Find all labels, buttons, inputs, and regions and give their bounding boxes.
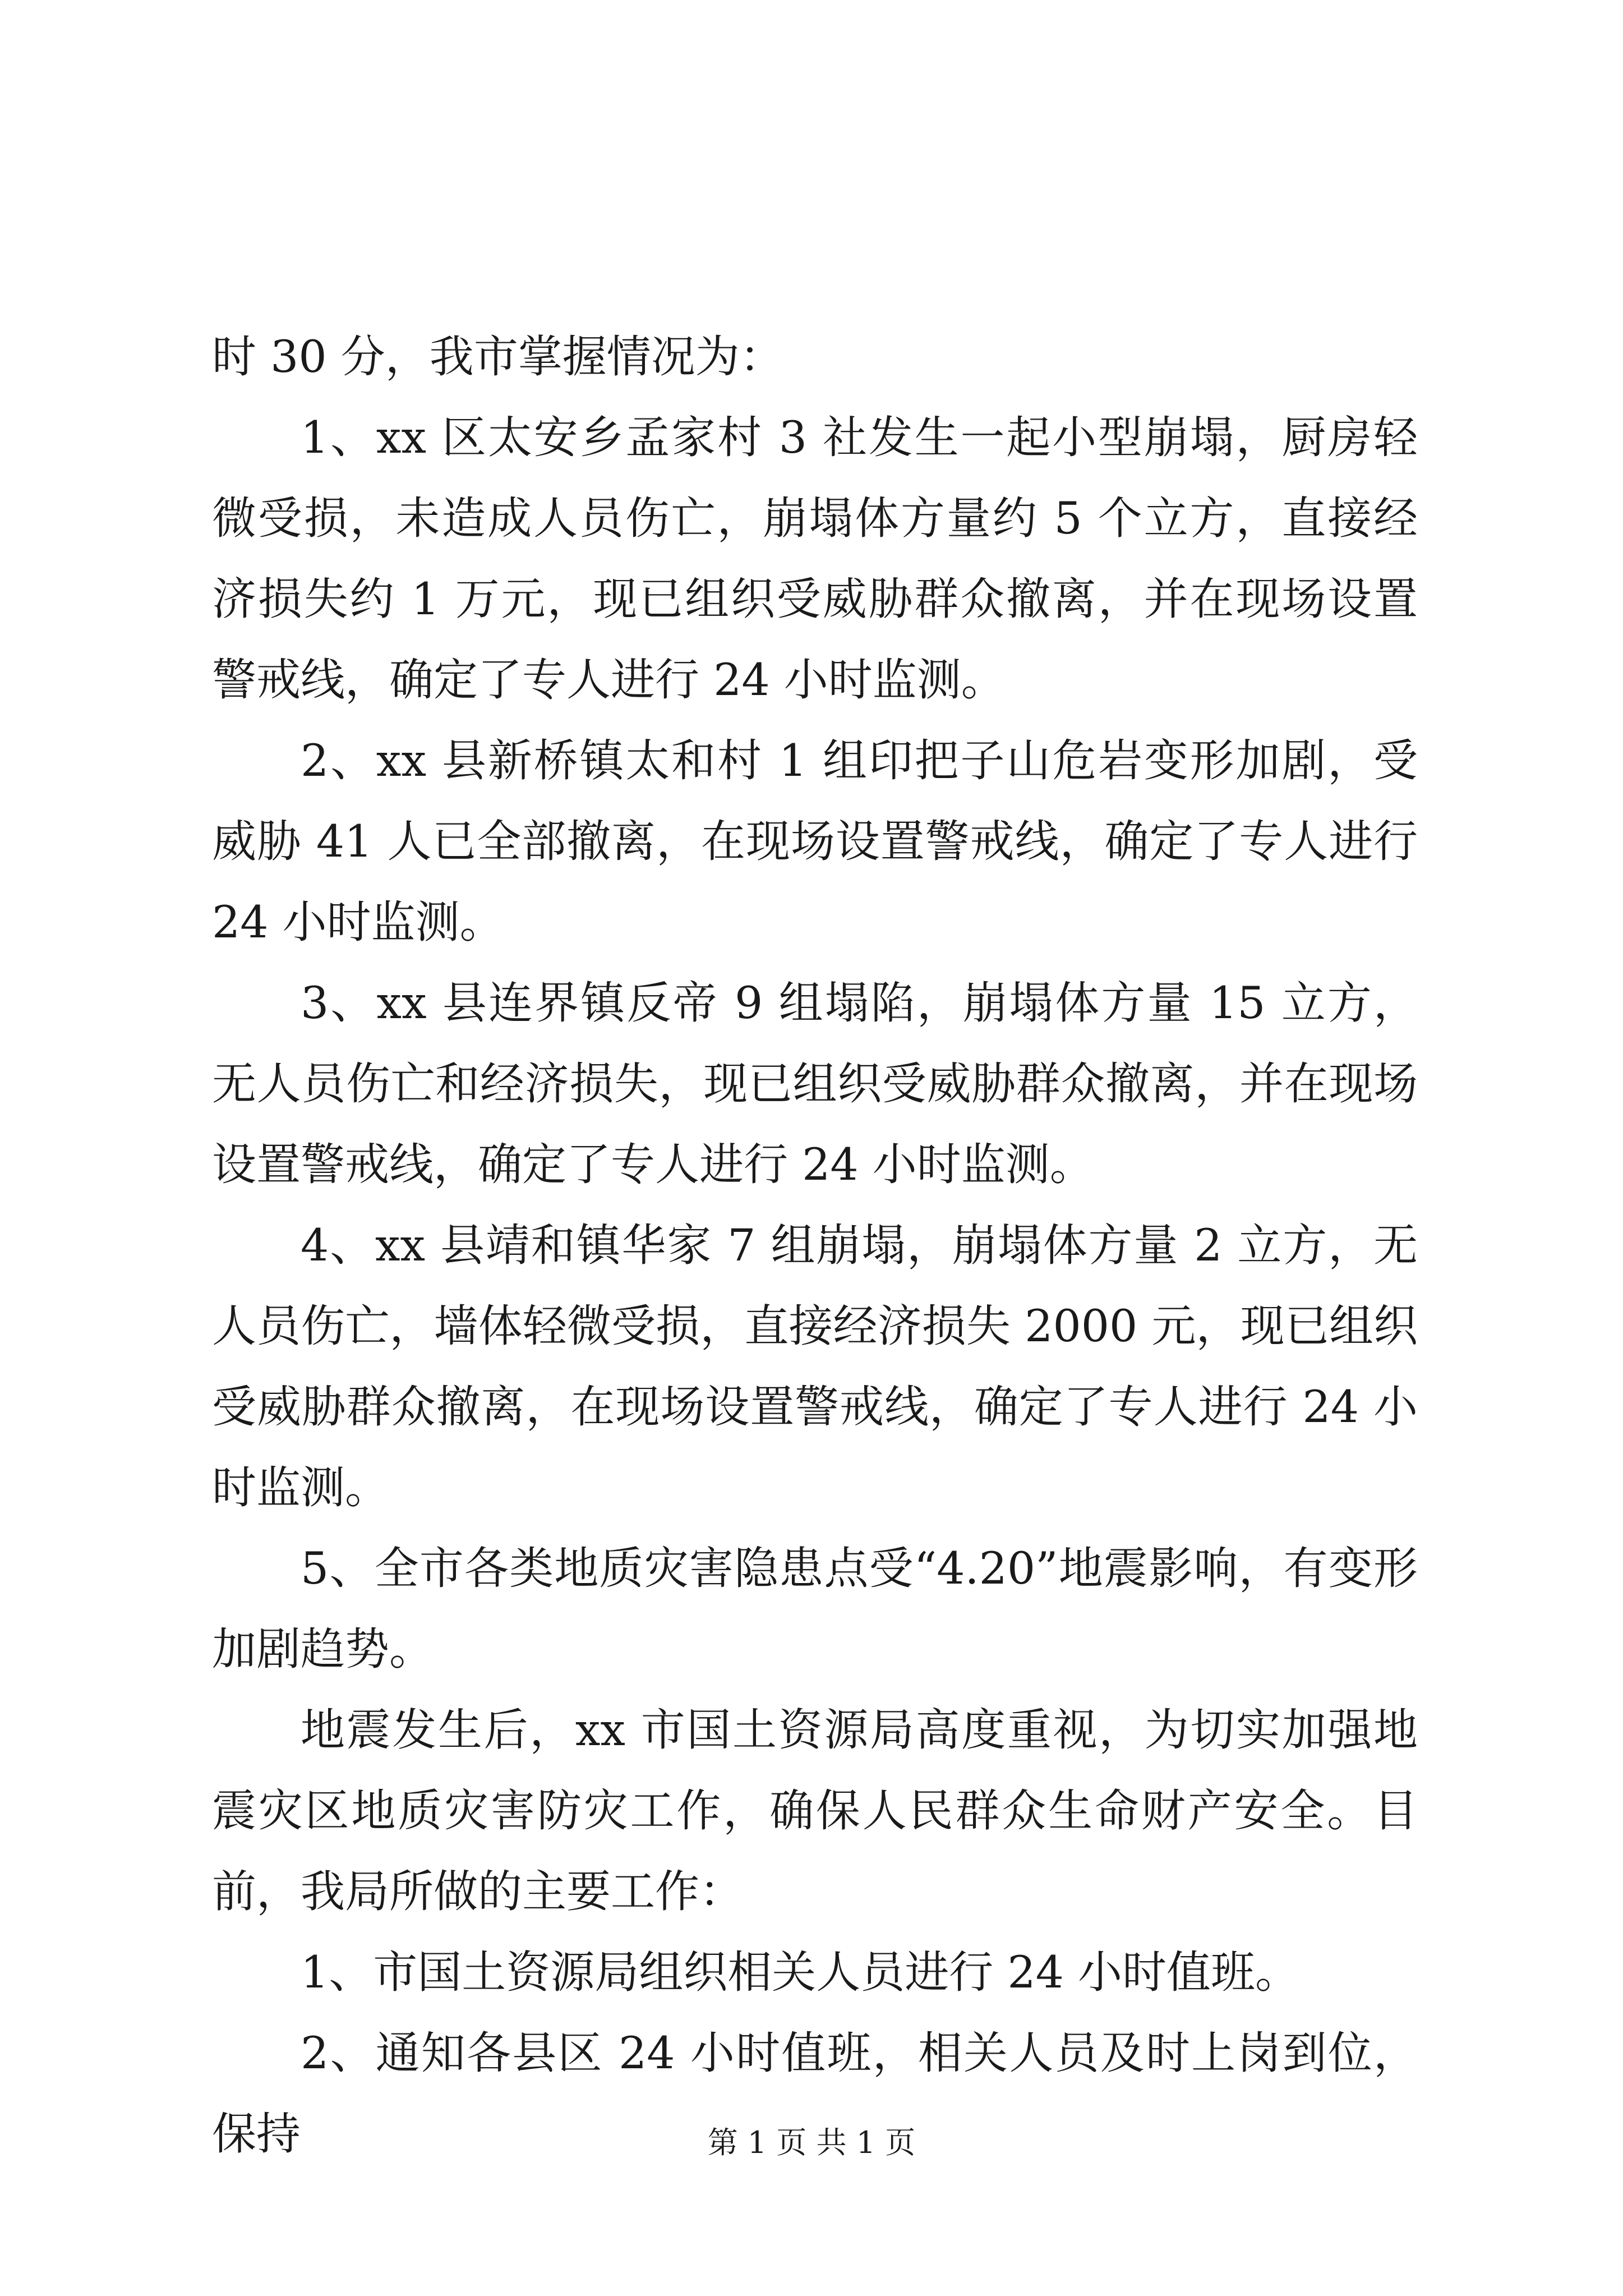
- paragraph-work-1: 1、市国土资源局组织相关人员进行 24 小时值班。: [301, 1947, 1300, 1998]
- paragraph-work-2: 2、通知各县区 24 小时值班，相关人员及时上岗到位，保持: [212, 2027, 1418, 2160]
- paragraph-item-4: 4、xx 县靖和镇华家 7 组崩塌，崩塌体方量 2 立方，无人员伤亡，墙体轻微受损，直接经济损失 2000 元，现已组织受威胁群众撤离，在现场设置警戒线，确定了专人进行 24 小时监测。: [212, 1220, 1418, 1513]
- paragraph-response-intro: 地震发生后，xx 市国土资源局高度重视，为切实加强地震灾区地质灾害防灾工作，确保人民群众生命财产安全。目前，我局所做的主要工作：: [212, 1704, 1418, 1917]
- paragraph-continuation: 时 30 分，我市掌握情况为：: [212, 331, 784, 383]
- page-footer: 第 1 页 共 1 页: [707, 2125, 916, 2160]
- paragraph-item-2: 2、xx 县新桥镇太和村 1 组印把子山危岩变形加剧，受威胁 41 人已全部撤离，在现场设置警戒线，确定了专人进行 24 小时监测。: [212, 735, 1418, 948]
- paragraph-item-1: 1、xx 区太安乡孟家村 3 社发生一起小型崩塌，厨房轻微受损，未造成人员伤亡，崩塌体方量约 5 个立方，直接经济损失约 1 万元，现已组织受威胁群众撤离，并在现场设置警戒线，确定了专人进行 24 小时监测。: [212, 412, 1418, 706]
- document-body: [212, 316, 1418, 2174]
- paragraph-item-5: 5、全市各类地质灾害隐患点受“4.20”地震影响，有变形加剧趋势。: [212, 1543, 1418, 1675]
- paragraph-item-3: 3、xx 县连界镇反帝 9 组塌陷，崩塌体方量 15 立方，无人员伤亡和经济损失，现已组织受威胁群众撤离，并在现场设置警戒线，确定了专人进行 24 小时监测。: [212, 977, 1418, 1190]
